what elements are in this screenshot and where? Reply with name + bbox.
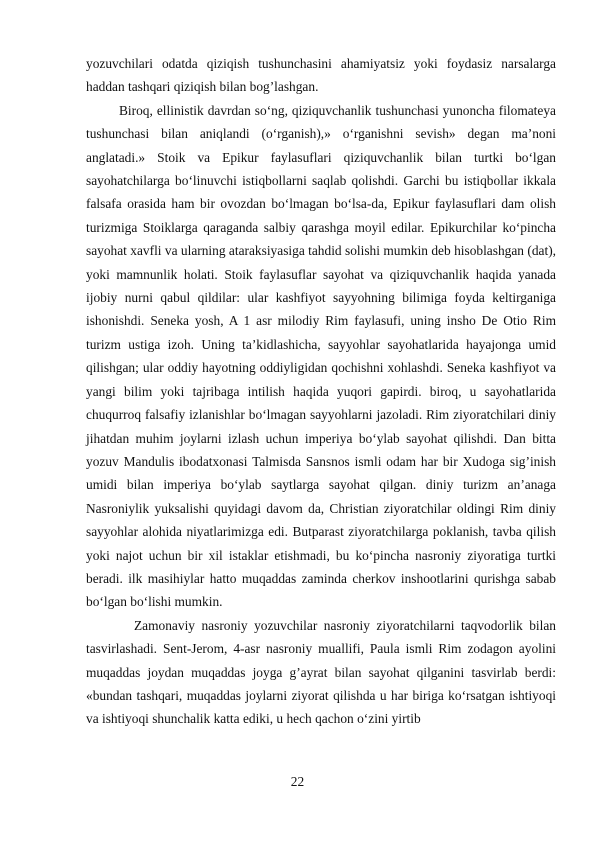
paragraph-1: yozuvchilari odatda qiziqish tushunchasini ahamiyatsiz yoki foydasiz narsalarga haddan tashqari qiziqish bilan bog’lashgan.: [86, 56, 556, 95]
paragraph-3: Zamonaviy nasroniy yozuvchilar nasroniy ziyoratchilarni taqvodorlik bilan tasvirlashadi. Sent-Jerom, 4-asr nasroniy muallifi, Paula ismli Rim zodagon ayolini muqaddas joydan muqaddas joyga g’ayrat bilan sayohat qilganini tasvirlab berdi: «bundan tashqari, muqaddas joylarni ziyorat qilishda u har biriga ko‘rsatgan ishtiyoqi va ishtiyoqi shunchalik katta ediki, u hech qachon o‘zini yirtib: [86, 617, 556, 727]
page-number: 22: [290, 774, 305, 789]
paragraph-2: Biroq, ellinistik davrdan so‘ng, qiziquvchanlik tushunchasi yunoncha filomateya tushunchasi bilan aniqlandi (o‘rganish),» o‘rganishni sevish» degan ma’noni anglatadi.» Stoik va Epikur faylasuflari qiziquvchanlik bilan turtki bo‘lgan sayohatchilarga bo‘linuvchi istiqbollarni saqlab qolishdi. Garchi bu istiqbollar ikkala falsafa orasida ham bir ovozdan bo‘lmagan bo‘lsa-da, Epikur faylasuflari dam olish turizmiga Stoiklarga qaraganda salbiy qarashga moyil edilar. Epikurchilar ko‘pincha sayohat xavfli va ularning ataraksiyasiga tahdid solishi mumkin deb hisoblashgan (dat), yoki mamnunlik holati. Stoik faylasuflar sayohat va qiziquvchanlik haqida yanada ijobiy nurni qabul qildilar: ular kashfiyot sayyohning bilimiga foyda keltirganiga ishonishdi. Seneka yosh, A 1 asr milodiy Rim faylasufi, uning insho De Otio Rim turizm ustiga izoh. Uning ta’kidlashicha, sayyohlar sayohatlarida hayajonga umid qilishgan; ular oddiy hayotning oddiyligidan qochishni xohlashdi. Seneka kashfiyot va yangi bilim yoki tajribaga intilish haqida yuqori gapirdi. biroq, u sayohatlarida chuqurroq falsafiy izlanishlar bo‘lmagan sayyohlarni jazoladi. Rim ziyoratchilari diniy jihatdan muhim joylarni izlash uchun imperiya bo‘ylab sayohat qilishdi. Dan bitta yozuv Mandulis ibodatxonasi Talmisda Sansnos ismli odam har bir Xudoga sig’inish umidi bilan imperiya bo‘ylab saytlarga sayohat qilgan. diniy turizm an’anaga Nasroniylik yuksalishi quyidagi davom da, Christian ziyoratchilar oldingi Rim diniy sayyohlar alohida niyatlarimizga edi. Butparast ziyoratchilarga poklanish, tavba qilish yoki najot uchun bir xil istaklar etishmadi, bu ko‘pincha nasroniy ziyoratiga turtki beradi. ilk masihiylar hatto muqaddas zaminda cherkov inshootlarini qurishga sabab bo‘lgan bo‘lishi mumkin.: [86, 102, 556, 610]
body-text: [86, 52, 556, 731]
